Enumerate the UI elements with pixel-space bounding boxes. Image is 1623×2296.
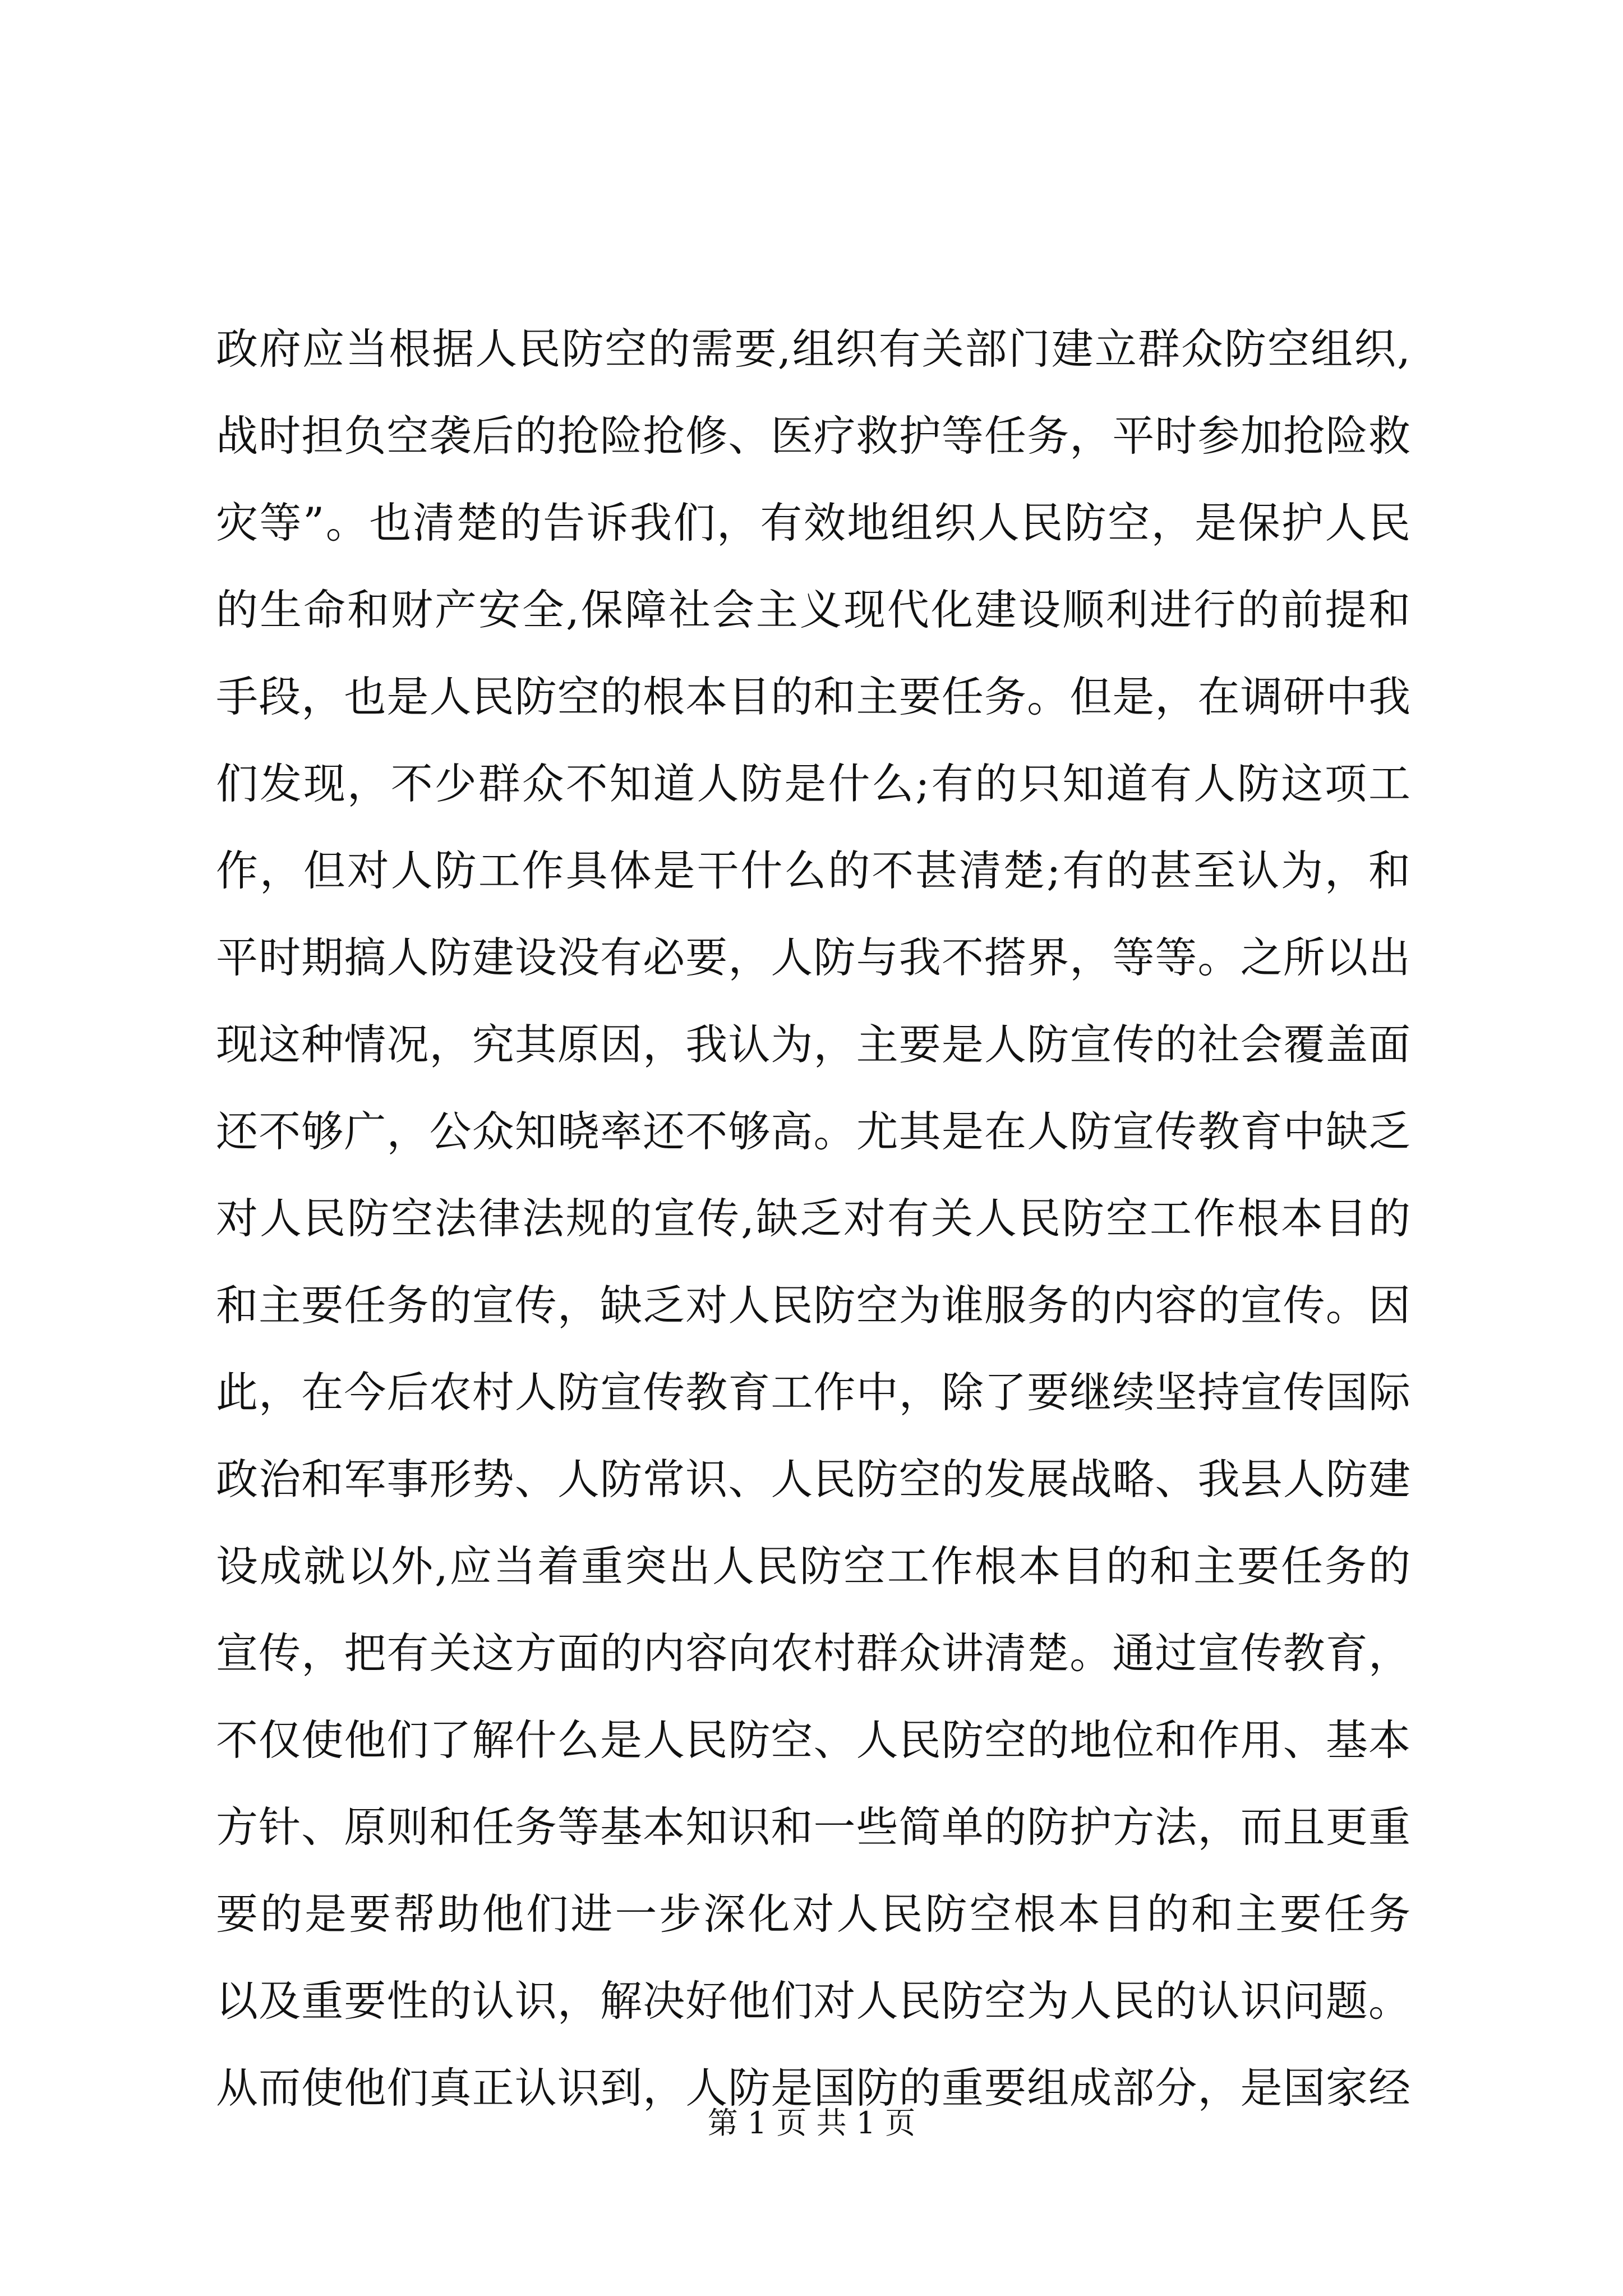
text-line: 灾等”。也清楚的告诉我们，有效地组织人民防空，是保护人民 xyxy=(216,498,1410,547)
text-line: 对人民防空法律法规的宣传,缺乏对有关人民防空工作根本目的 xyxy=(216,1194,1410,1243)
text-line: 要的是要帮助他们进一步深化对人民防空根本目的和主要任务 xyxy=(216,1889,1410,1939)
text-line: 设成就以外,应当着重突出人民防空工作根本目的和主要任务的 xyxy=(216,1542,1410,1591)
text-line: 战时担负空袭后的抢险抢修、医疗救护等任务，平时参加抢险救 xyxy=(216,411,1410,461)
text-line: 以及重要性的认识，解决好他们对人民防空为人民的认识问题。 xyxy=(216,1976,1410,2026)
text-line: 还不够广，公众知晓率还不够高。尤其是在人防宣传教育中缺乏 xyxy=(216,1107,1410,1156)
text-line: 政府应当根据人民防空的需要,组织有关部门建立群众防空组织, xyxy=(216,324,1410,374)
page-number-label: 第 1 页 共 1 页 xyxy=(707,2105,916,2141)
text-line: 方针、原则和任务等基本知识和一些简单的防护方法，而且更重 xyxy=(216,1802,1410,1852)
page-footer xyxy=(0,2101,1623,2146)
text-line: 现这种情况，究其原因，我认为，主要是人防宣传的社会覆盖面 xyxy=(216,1020,1410,1069)
text-line: 和主要任务的宣传，缺乏对人民防空为谁服务的内容的宣传。因 xyxy=(216,1281,1410,1330)
body-text xyxy=(216,306,1410,2132)
text-line: 从而使他们真正认识到，人防是国防的重要组成部分，是国家经 xyxy=(216,2063,1410,2113)
text-line: 们发现，不少群众不知道人防是什么;有的只知道有人防这项工 xyxy=(216,759,1410,808)
text-line: 宣传，把有关这方面的内容向农村群众讲清楚。通过宣传教育， xyxy=(216,1628,1410,1678)
text-line: 此，在今后农村人防宣传教育工作中，除了要继续坚持宣传国际 xyxy=(216,1368,1410,1417)
text-line: 的生命和财产安全,保障社会主义现代化建设顺利进行的前提和 xyxy=(216,585,1410,634)
text-line: 平时期搞人防建设没有必要，人防与我不搭界，等等。之所以出 xyxy=(216,933,1410,982)
text-line: 政治和军事形势、人防常识、人民防空的发展战略、我县人防建 xyxy=(216,1455,1410,1504)
text-line: 作，但对人防工作具体是干什么的不甚清楚;有的甚至认为，和 xyxy=(216,846,1410,895)
text-line: 手段，也是人民防空的根本目的和主要任务。但是，在调研中我 xyxy=(216,672,1410,721)
text-line: 不仅使他们了解什么是人民防空、人民防空的地位和作用、基本 xyxy=(216,1715,1410,1765)
